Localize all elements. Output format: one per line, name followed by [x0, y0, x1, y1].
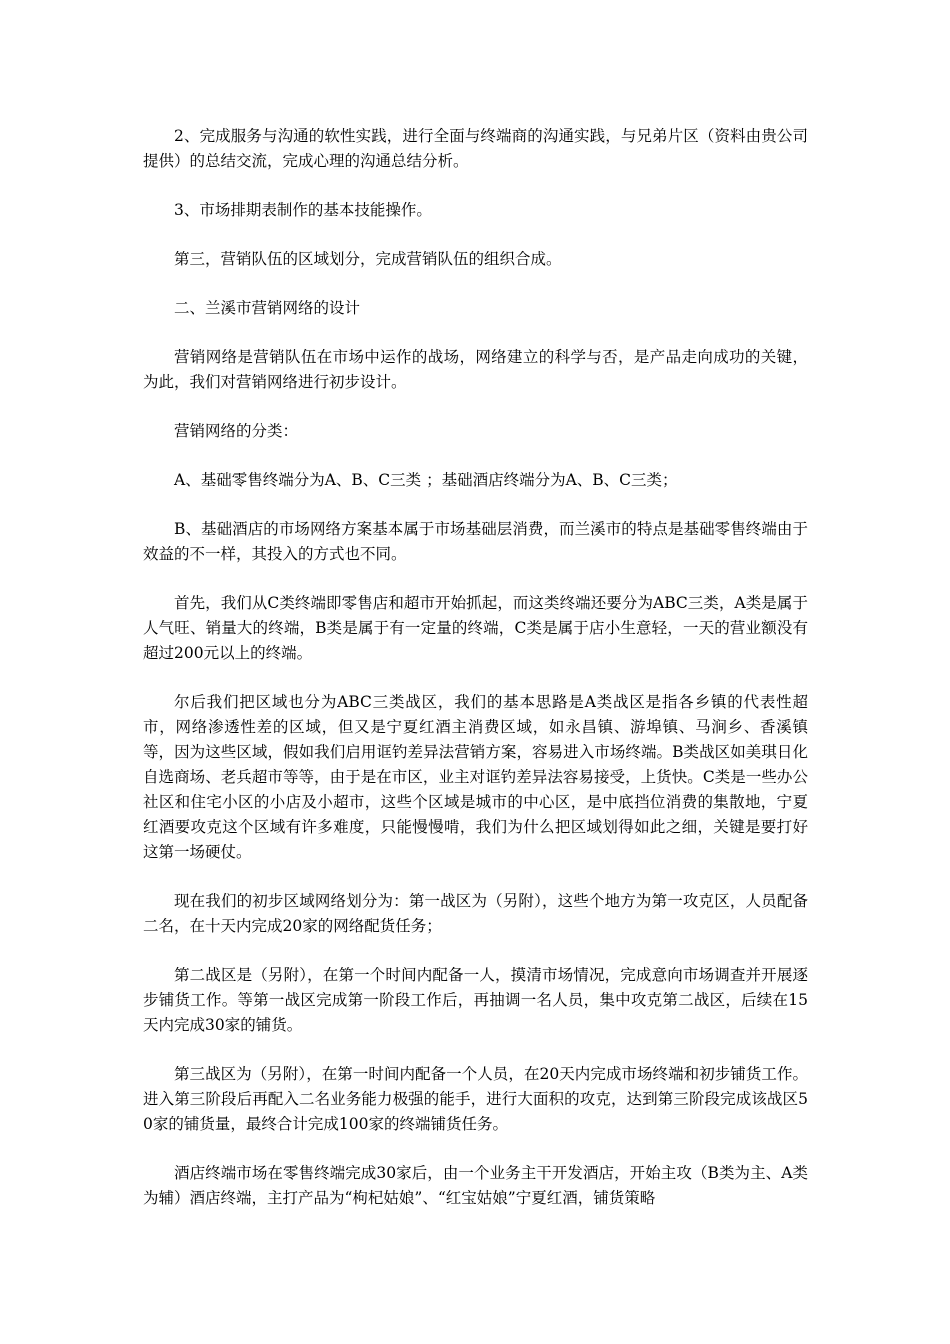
section-heading: 二、兰溪市营销网络的设计 [174, 299, 361, 317]
paragraph: 第三，营销队伍的区域划分，完成营销队伍的组织合成。 [174, 250, 562, 268]
paragraph: 现在我们的初步区域网络划分为：第一战区为（另附），这些个地方为第一攻克区，人员配备二名，在十天内完成20家的网络配货任务； [143, 892, 808, 935]
document-body [143, 124, 808, 1235]
paragraph: 第二战区是（另附），在第一个时间内配备一人，摸清市场情况，完成意向市场调查并开展逐步铺货工作。等第一战区完成第一阶段工作后，再抽调一名人员，集中攻克第二战区，后续在15天内完成30家的铺货。 [143, 966, 808, 1034]
paragraph: B、基础酒店的市场网络方案基本属于市场基础层消费，而兰溪市的特点是基础零售终端由于效益的不一样，其投入的方式也不同。 [143, 520, 808, 563]
paragraph: 第三战区为（另附），在第一时间内配备一个人员，在20天内完成市场终端和初步铺货工作。进入第三阶段后再配入二名业务能力极强的能手，进行大面积的攻克，达到第三阶段完成该战区50家的铺货量，最终合计完成100家的终端铺货任务。 [143, 1065, 808, 1133]
paragraph: 营销网络的分类： [174, 422, 299, 440]
paragraph: 尔后我们把区域也分为ABC三类战区，我们的基本思路是A类战区是指各乡镇的代表性超市，网络渗透性差的区域，但又是宁夏红酒主消费区域，如永昌镇、游埠镇、马涧乡、香溪镇等，因为这些区域，假如我们启用诓钓差异法营销方案，容易进入市场终端。B类战区如美琪日化自选商场、老兵超市等等，由于是在市区，业主对诓钓差异法容易接受，上货快。C类是一些办公社区和住宅小区的小店及小超市，这些个区域是城市的中心区，是中底挡位消费的集散地，宁夏红酒要攻克这个区域有许多难度，只能慢慢啃，我们为什么把区域划得如此之细，关键是要打好这第一场硬仗。 [143, 693, 808, 861]
paragraph: 营销网络是营销队伍在市场中运作的战场，网络建立的科学与否，是产品走向成功的关键，为此，我们对营销网络进行初步设计。 [143, 348, 808, 391]
paragraph: 酒店终端市场在零售终端完成30家后，由一个业务主干开发酒店，开始主攻（B类为主、A类为辅）酒店终端，主打产品为“枸杞姑娘”、“红宝姑娘”宁夏红酒，铺货策略 [143, 1164, 808, 1207]
paragraph: 2、完成服务与沟通的软性实践，进行全面与终端商的沟通实践，与兄弟片区（资料由贵公司提供）的总结交流，完成心理的沟通总结分析。 [143, 127, 808, 170]
paragraph: 首先，我们从C类终端即零售店和超市开始抓起，而这类终端还要分为ABC三类，A类是属于人气旺、销量大的终端，B类是属于有一定量的终端，C类是属于店小生意轻，一天的营业额没有超过200元以上的终端。 [143, 594, 808, 662]
paragraph: A、基础零售终端分为A、B、C三类 ；基础酒店终端分为A、B、C三类； [174, 471, 678, 489]
paragraph: 3、市场排期表制作的基本技能操作。 [174, 201, 432, 219]
